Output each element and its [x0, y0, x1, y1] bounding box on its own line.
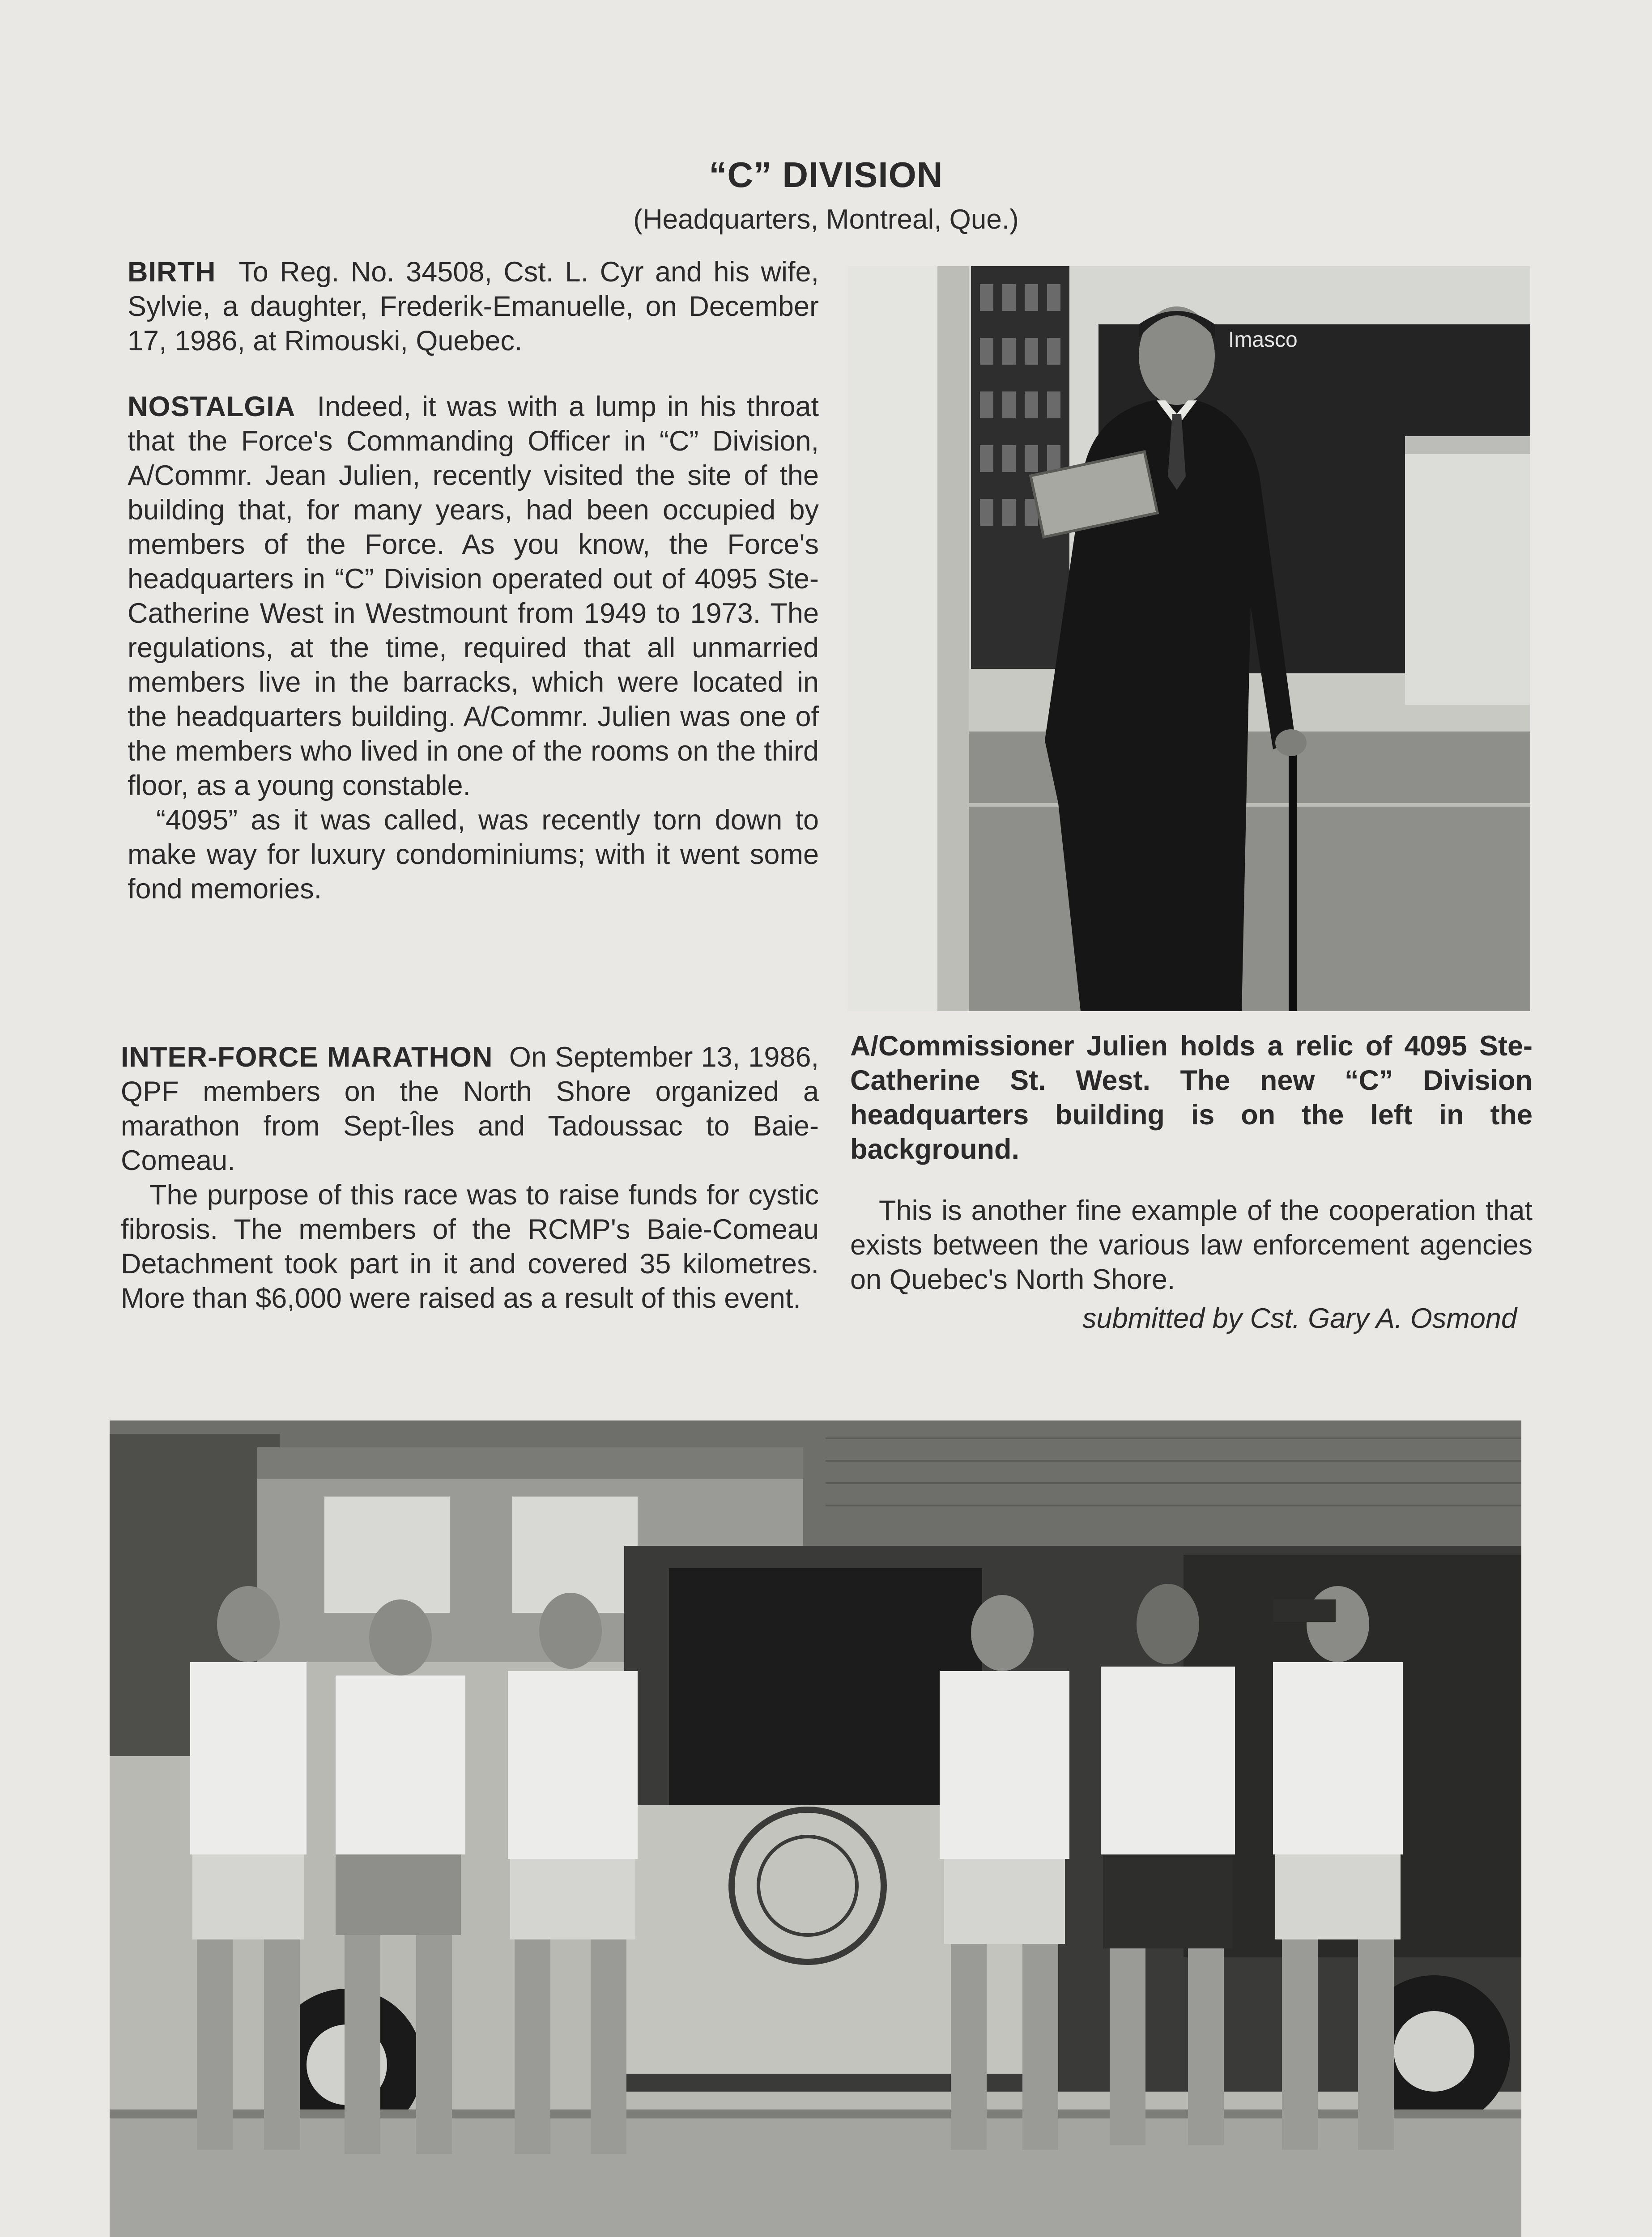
marathon-photo — [110, 1420, 1521, 2237]
right-column-text — [850, 1029, 1533, 1336]
division-title: “C” DIVISION — [709, 155, 943, 195]
nostalgia-paragraph-2: “4095” as it was called, was recently torn down to make way for luxury condominiums; with it went some fond memories. — [128, 804, 819, 905]
nostalgia-paragraph — [128, 390, 819, 803]
birth-paragraph — [128, 255, 819, 358]
left-column-bottom — [121, 1040, 819, 1316]
signature: submitted by Cst. Gary A. Osmond — [1082, 1303, 1517, 1334]
marathon-heading: INTER-FORCE MARATHON — [121, 1042, 493, 1073]
commissioner-photo-caption: A/Commissioner Julien holds a relic of 4095 Ste-Catherine St. West. The new “C” Division headquarters building is on the left in the background. — [850, 1030, 1533, 1165]
imasco-sign: Imasco — [1228, 328, 1298, 352]
birth-heading: BIRTH — [128, 256, 216, 288]
division-subtitle: (Headquarters, Montreal, Que.) — [633, 204, 1019, 235]
left-column-top — [128, 255, 819, 906]
marathon-paragraph — [121, 1040, 819, 1178]
commissioner-photo — [848, 266, 1530, 1011]
nostalgia-text: Indeed, it was with a lump in his throat that the Force's Commanding Officer in “C” Division, A/Commr. Jean Julien, recently visited the site of the building that, for many years, had been occupied by members of the Force. As you know, the Force's headquarters in “C” Division operated out of 4095 Ste-Catherine West in Westmount from 1949 to 1973. The regulations, at the time, required that all unmarried members live in the barracks, which were located in the headquarters building. A/Commr. Julien was one of the members who lived in one of the rooms on the third floor, as a young constable. — [128, 391, 819, 801]
marathon-paragraph-2: The purpose of this race was to raise funds for cystic fibrosis. The members of the RCMP's Baie-Comeau Detachment took part in it and covered 35 kilometres. More than $6,000 were raised as a result of this event. — [121, 1179, 819, 1314]
cooperation-paragraph: This is another fine example of the cooperation that exists between the various law enforcement agencies on Quebec's North Shore. — [850, 1195, 1533, 1295]
birth-text: To Reg. No. 34508, Cst. L. Cyr and his wife, Sylvie, a daughter, Frederik-Emanuelle, on December 17, 1986, at Rimouski, Quebec. — [128, 256, 819, 357]
marathon-text: On September 13, 1986, QPF members on the North Shore organized a marathon from Sept-Îles and Tadoussac to Baie-Comeau. — [121, 1042, 819, 1176]
nostalgia-heading: NOSTALGIA — [128, 391, 296, 422]
